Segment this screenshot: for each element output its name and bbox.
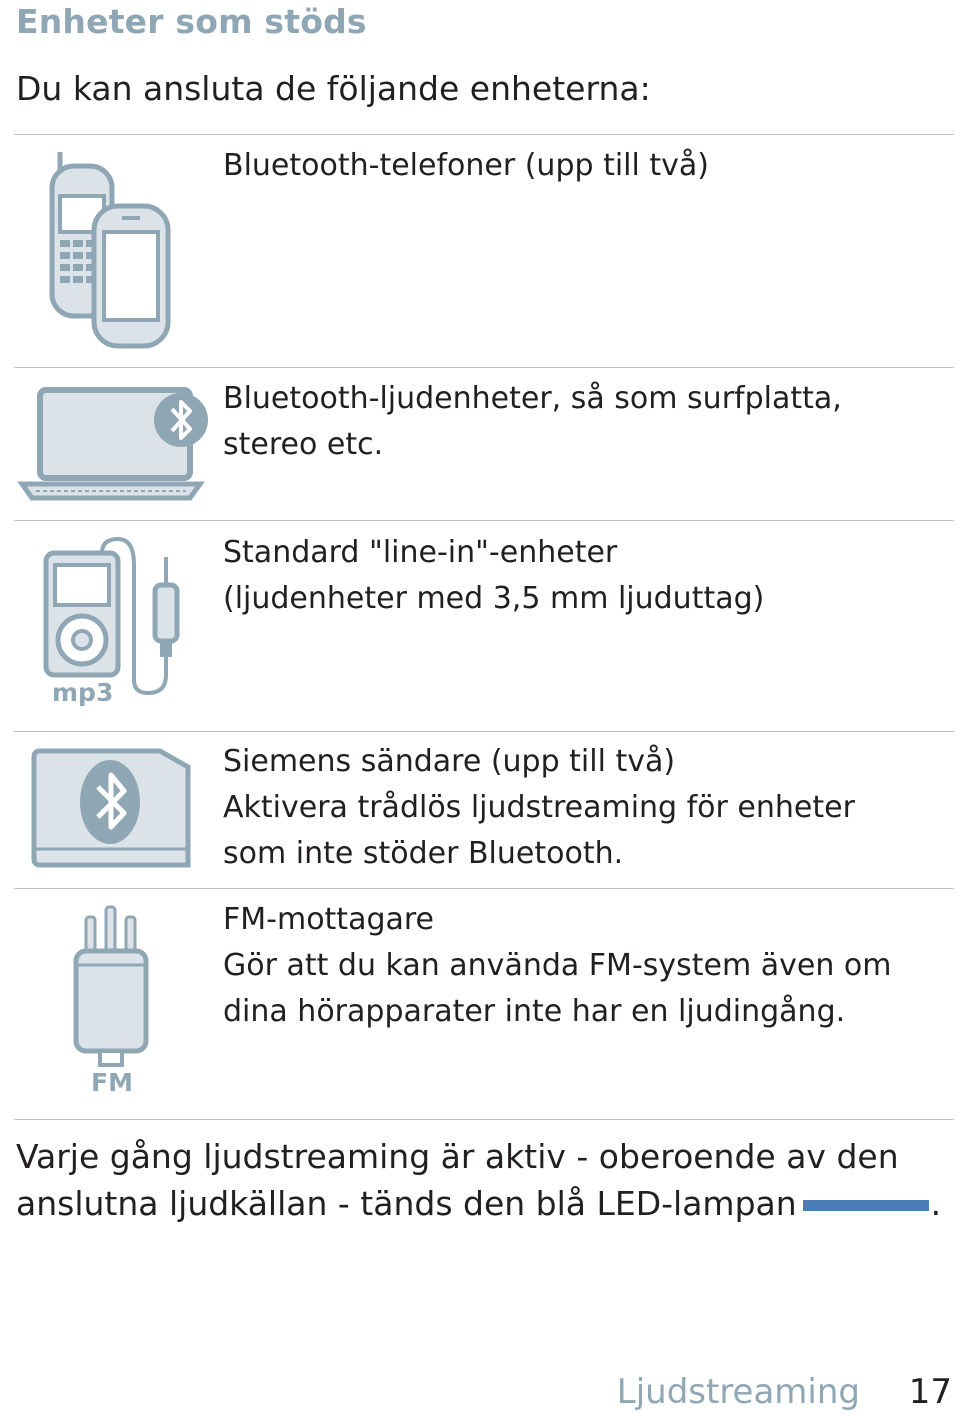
fm-caption: FM [91, 1068, 133, 1097]
description-line: (ljudenheter med 3,5 mm ljuduttag) [223, 581, 765, 616]
page-number: 17 [908, 1372, 952, 1412]
description-line: som inte stöder Bluetooth. [223, 836, 624, 871]
led-note [16, 1133, 946, 1227]
divider [14, 888, 954, 889]
device-description [223, 143, 943, 189]
description-line: Gör att du kan använda FM-system även om [223, 948, 892, 983]
description-line: Bluetooth-ljudenheter, så som surfplatta, [223, 381, 842, 416]
description-line: Aktivera trådlös ljudstreaming för enheter [223, 790, 855, 825]
section-name: Ljudstreaming [616, 1372, 860, 1412]
device-description [223, 897, 943, 1035]
note-period: . [930, 1184, 942, 1223]
mp3-player-icon [40, 535, 190, 695]
divider [14, 367, 954, 368]
blue-led-indicator [803, 1200, 929, 1211]
page-heading: Enheter som stöds [16, 2, 367, 41]
siemens-transmitter-icon [28, 745, 196, 873]
mp3-caption: mp3 [52, 678, 114, 707]
phones-icon [46, 150, 176, 352]
description-line: dina hörapparater inte har en ljudingång. [223, 994, 846, 1029]
description-line: Bluetooth-telefoner (upp till två) [223, 148, 709, 183]
note-line: anslutna ljudkällan - tänds den blå LED-lampan [16, 1184, 797, 1223]
divider [14, 1119, 954, 1120]
description-line: Standard "line-in"-enheter [223, 535, 618, 570]
divider [14, 731, 954, 732]
device-description [223, 376, 943, 468]
fm-receiver-icon [70, 903, 152, 1068]
divider [14, 520, 954, 521]
divider [14, 134, 954, 135]
description-line: stereo etc. [223, 427, 384, 462]
laptop-bluetooth-icon [14, 382, 210, 504]
description-line: Siemens sändare (upp till två) [223, 744, 676, 779]
device-description [223, 530, 943, 622]
intro-text: Du kan ansluta de följande enheterna: [16, 69, 651, 108]
device-description [223, 739, 943, 877]
description-line: FM-mottagare [223, 902, 435, 937]
note-line: Varje gång ljudstreaming är aktiv - oberoende av den [16, 1137, 899, 1176]
